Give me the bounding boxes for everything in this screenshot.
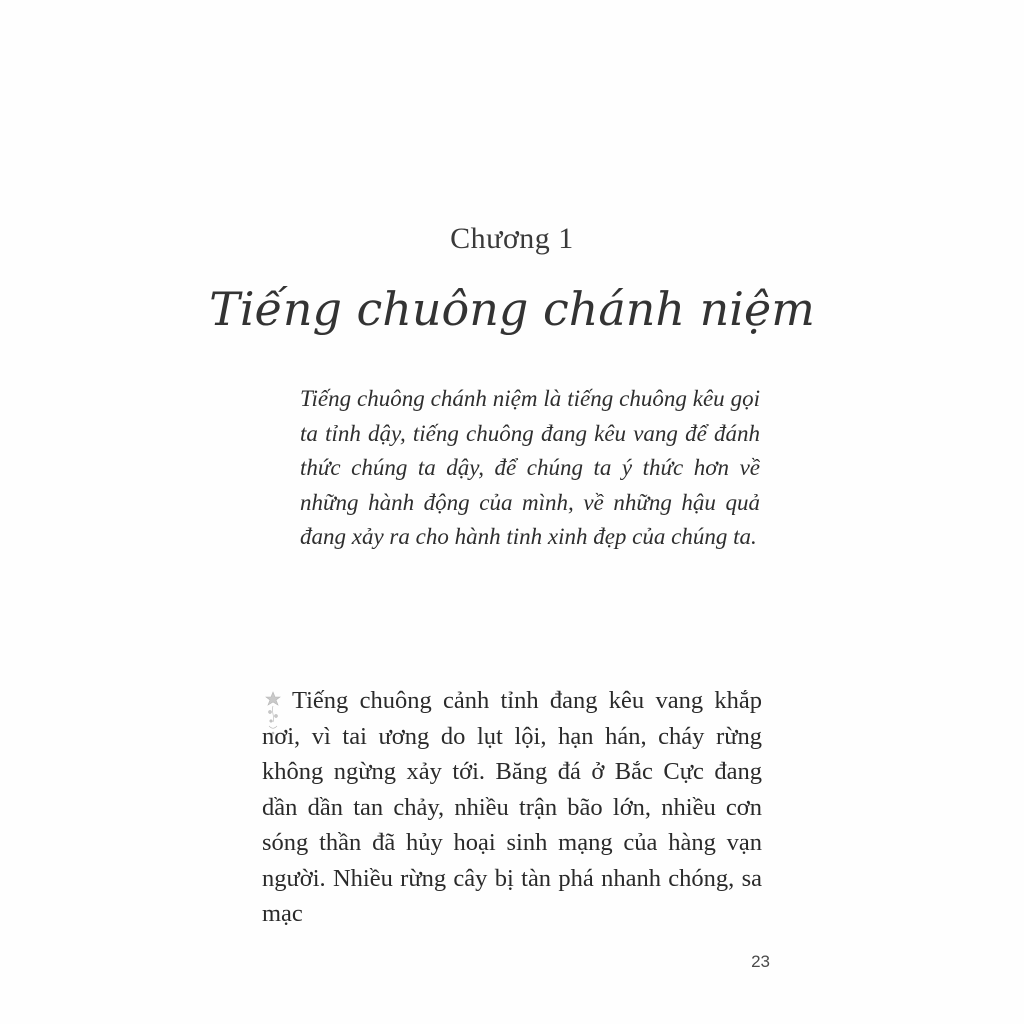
- chapter-title: Tiếng chuông chánh niệm: [209, 282, 815, 336]
- chapter-epigraph: Tiếng chuông chánh niệm là tiếng chuông kêu gọi ta tỉnh dậy, tiếng chuông đang kêu vang để đánh thức chúng ta dậy, để chúng ta ý thức hơn về những hành động của mình, về những hậu quả đang xảy ra cho hành tinh xinh đẹp của chúng ta.: [300, 386, 760, 549]
- body-paragraph: Tiếng chuông cảnh tỉnh đang kêu vang khắp nơi, vì tai ương do lụt lội, hạn hán, cháy rừng không ngừng xảy tới. Băng đá ở Bắc Cực đang dần dần tan chảy, nhiều trận bão lớn, nhiều cơn sóng thần đã hủy hoại sinh mạng của hàng vạn người. Nhiều rừng cây bị tàn phá nhanh chóng, sa mạc: [262, 687, 762, 927]
- chapter-body: [262, 683, 762, 932]
- page-number: 23: [751, 952, 770, 971]
- chapter-label: Chương 1: [450, 222, 574, 255]
